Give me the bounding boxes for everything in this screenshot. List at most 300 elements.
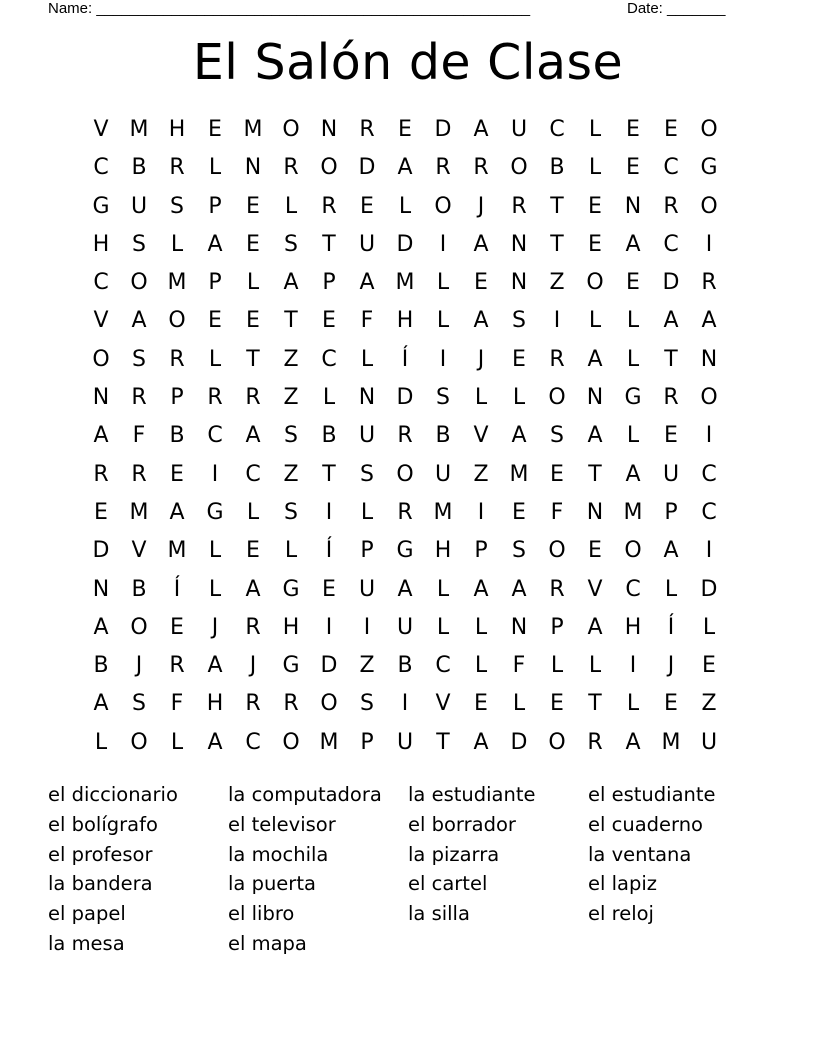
word-list-item: el cartel [408, 872, 488, 896]
grid-letter: D [662, 270, 680, 296]
grid-letter: E [626, 117, 640, 142]
grid-letter: O [396, 461, 414, 487]
grid-letter: S [132, 691, 146, 717]
grid-letter: M [433, 499, 453, 525]
grid-letter: T [550, 231, 564, 257]
grid-letter: S [360, 461, 374, 487]
grid-letter: E [588, 538, 602, 564]
grid-letter: C [663, 155, 679, 181]
grid-letter: N [510, 231, 528, 257]
grid-letter: I [211, 461, 219, 487]
grid-letter: E [170, 614, 184, 640]
grid-letter: I [705, 231, 713, 257]
word-list-item: el profesor [48, 842, 153, 866]
grid-letter: T [436, 729, 450, 755]
grid-letter: R [169, 155, 185, 181]
grid-letter: L [398, 193, 412, 219]
grid-letter: B [321, 423, 337, 449]
grid-letter: I [439, 346, 447, 372]
grid-letter: A [663, 308, 679, 334]
grid-letter: A [245, 576, 261, 602]
grid-letter: A [625, 461, 641, 487]
grid-letter: L [246, 270, 260, 296]
grid-letter: L [512, 691, 526, 717]
grid-letter: C [701, 499, 717, 525]
grid-letter: O [92, 346, 110, 372]
grid-letter: C [93, 155, 109, 181]
grid-letter: P [664, 499, 678, 525]
grid-letter: M [129, 117, 149, 142]
grid-letter: L [246, 499, 260, 525]
grid-letter: U [434, 461, 452, 487]
grid-letter: N [586, 499, 604, 525]
grid-letter: A [207, 653, 223, 679]
grid-letter: R [169, 346, 185, 372]
grid-letter: T [550, 193, 564, 219]
grid-letter: A [93, 691, 109, 717]
grid-letter: T [588, 461, 602, 487]
grid-letter: T [322, 231, 336, 257]
grid-row [82, 111, 728, 149]
grid-row [82, 379, 728, 417]
grid-letter: E [550, 461, 564, 487]
grid-letter: Z [283, 385, 299, 411]
grid-letter: E [626, 270, 640, 296]
grid-letter: T [664, 346, 678, 372]
grid-letter: Z [473, 461, 489, 487]
word-list-item: el diccionario [48, 783, 178, 806]
grid-letter: Í [667, 614, 675, 640]
grid-letter: I [553, 308, 561, 334]
word-list-item: la mochila [228, 842, 329, 866]
grid-letter: O [434, 193, 452, 219]
grid-row [82, 456, 728, 494]
grid-letter: R [245, 691, 261, 717]
grid-letter: E [664, 117, 678, 142]
grid-letter: T [588, 691, 602, 717]
grid-letter: E [664, 423, 678, 449]
grid-letter: L [208, 538, 222, 564]
grid-letter: B [169, 423, 185, 449]
grid-letter: B [131, 576, 147, 602]
grid-letter: E [474, 270, 488, 296]
grid-letter: E [94, 499, 108, 525]
grid-letter: M [167, 538, 187, 564]
grid-letter: D [510, 729, 528, 755]
grid-letter: O [624, 538, 642, 564]
grid-letter: L [208, 346, 222, 372]
grid-letter: V [131, 538, 147, 564]
grid-letter: N [92, 576, 110, 602]
grid-letter: E [360, 193, 374, 219]
grid-letter: Í [401, 346, 409, 372]
grid-letter: I [325, 614, 333, 640]
grid-letter: R [169, 653, 185, 679]
grid-letter: L [626, 346, 640, 372]
grid-letter: S [512, 538, 526, 564]
grid-letter: D [358, 155, 376, 181]
grid-letter: U [396, 614, 414, 640]
grid-letter: H [206, 691, 224, 717]
grid-letter: S [360, 691, 374, 717]
grid-letter: M [319, 729, 339, 755]
grid-letter: T [322, 461, 336, 487]
grid-letter: U [510, 117, 528, 142]
grid-letter: A [625, 729, 641, 755]
word-list-item: la mesa [48, 931, 125, 955]
grid-row [82, 341, 728, 379]
grid-letter: A [473, 231, 489, 257]
grid-letter: N [92, 385, 110, 411]
grid-letter: J [477, 193, 485, 219]
grid-letter: D [396, 231, 414, 257]
grid-row [82, 494, 728, 532]
grid-letter: E [170, 461, 184, 487]
grid-letter: S [436, 385, 450, 411]
grid-letter: M [129, 499, 149, 525]
grid-letter: N [624, 193, 642, 219]
word-list-item: el bolígrafo [48, 812, 158, 836]
grid-letter: D [320, 653, 338, 679]
grid-letter: Z [359, 653, 375, 679]
word-list-item: la ventana [588, 842, 692, 866]
grid-letter: A [473, 576, 489, 602]
grid-letter: H [92, 231, 110, 257]
grid-letter: E [322, 576, 336, 602]
grid-letter: J [477, 346, 485, 372]
grid-letter: B [131, 155, 147, 181]
grid-letter: O [700, 193, 718, 219]
grid-letter: A [397, 155, 413, 181]
grid-letter: G [624, 385, 642, 411]
grid-letter: J [211, 614, 219, 640]
grid-letter: U [358, 576, 376, 602]
grid-row [82, 302, 728, 340]
grid-letter: R [359, 117, 375, 142]
word-search-grid [82, 111, 728, 762]
grid-letter: R [245, 385, 261, 411]
word-list-item: el cuaderno [588, 812, 703, 836]
grid-letter: E [246, 193, 260, 219]
grid-letter: S [132, 231, 146, 257]
grid-letter: O [320, 691, 338, 717]
grid-letter: F [550, 499, 564, 525]
grid-letter: B [435, 423, 451, 449]
grid-letter: L [360, 499, 374, 525]
grid-letter: O [700, 117, 718, 142]
grid-row [82, 532, 728, 570]
grid-letter: R [397, 423, 413, 449]
grid-letter: P [170, 385, 184, 411]
word-list-item: el borrador [408, 812, 516, 836]
grid-letter: N [320, 117, 338, 142]
word-list-item: el papel [48, 902, 126, 926]
grid-letter: P [550, 614, 564, 640]
grid-letter: E [398, 117, 412, 142]
grid-row [82, 571, 728, 609]
grid-letter: E [474, 691, 488, 717]
grid-letter: S [550, 423, 564, 449]
grid-letter: M [243, 117, 263, 142]
grid-letter: E [512, 499, 526, 525]
grid-letter: D [434, 117, 452, 142]
grid-letter: J [249, 653, 257, 679]
grid-letter: P [208, 193, 222, 219]
grid-letter: N [510, 270, 528, 296]
grid-letter: N [510, 614, 528, 640]
grid-letter: C [625, 576, 641, 602]
word-list-item: el libro [228, 902, 295, 926]
grid-row [82, 609, 728, 647]
word-list-item: el mapa [228, 931, 307, 955]
grid-letter: G [282, 653, 300, 679]
grid-letter: H [624, 614, 642, 640]
grid-letter: R [701, 270, 717, 296]
grid-row [82, 188, 728, 226]
grid-letter: A [511, 423, 527, 449]
grid-letter: U [358, 423, 376, 449]
grid-letter: B [397, 653, 413, 679]
grid-letter: C [93, 270, 109, 296]
grid-letter: B [549, 155, 565, 181]
word-list-item: el reloj [588, 902, 654, 926]
grid-letter: M [509, 461, 529, 487]
grid-letter: S [512, 308, 526, 334]
grid-letter: I [325, 499, 333, 525]
grid-letter: C [435, 653, 451, 679]
grid-letter: G [396, 538, 414, 564]
grid-letter: L [588, 117, 602, 142]
word-list-item: el televisor [228, 812, 336, 836]
grid-letter: L [436, 614, 450, 640]
grid-letter: E [246, 231, 260, 257]
grid-letter: I [705, 423, 713, 449]
grid-letter: I [439, 231, 447, 257]
grid-row [82, 149, 728, 187]
grid-letter: O [510, 155, 528, 181]
grid-letter: L [588, 155, 602, 181]
grid-letter: E [550, 691, 564, 717]
word-list-item: la pizarra [408, 842, 500, 866]
grid-letter: O [130, 729, 148, 755]
grid-letter: O [548, 538, 566, 564]
grid-letter: A [587, 614, 603, 640]
grid-row [82, 226, 728, 264]
grid-letter: L [94, 729, 108, 755]
grid-letter: O [320, 155, 338, 181]
grid-letter: N [358, 385, 376, 411]
grid-letter: Z [701, 691, 717, 717]
grid-letter: N [586, 385, 604, 411]
grid-letter: G [282, 576, 300, 602]
grid-letter: D [92, 538, 110, 564]
grid-letter: L [436, 270, 450, 296]
grid-letter: Z [283, 346, 299, 372]
grid-row [82, 647, 728, 685]
grid-letter: E [702, 653, 716, 679]
grid-letter: S [284, 499, 298, 525]
grid-letter: C [701, 461, 717, 487]
grid-letter: R [549, 576, 565, 602]
grid-letter: C [321, 346, 337, 372]
grid-letter: I [363, 614, 371, 640]
grid-letter: P [474, 538, 488, 564]
grid-letter: C [207, 423, 223, 449]
grid-letter: O [282, 117, 300, 142]
word-list-item: la bandera [48, 872, 153, 896]
grid-letter: M [661, 729, 681, 755]
grid-row [82, 724, 728, 762]
grid-letter: D [700, 576, 718, 602]
grid-letter: T [246, 346, 260, 372]
grid-letter: R [587, 729, 603, 755]
grid-letter: L [170, 231, 184, 257]
grid-letter: Z [549, 270, 565, 296]
grid-letter: G [206, 499, 224, 525]
grid-letter: E [512, 346, 526, 372]
grid-letter: Í [325, 538, 333, 564]
grid-letter: L [322, 385, 336, 411]
grid-letter: L [512, 385, 526, 411]
grid-letter: R [663, 193, 679, 219]
grid-letter: L [702, 614, 716, 640]
grid-letter: O [548, 385, 566, 411]
grid-letter: L [436, 308, 450, 334]
grid-letter: J [135, 653, 143, 679]
grid-letter: R [131, 461, 147, 487]
grid-letter: G [700, 155, 718, 181]
grid-letter: S [170, 193, 184, 219]
grid-letter: I [477, 499, 485, 525]
grid-letter: E [208, 117, 222, 142]
grid-letter: O [130, 614, 148, 640]
grid-letter: R [321, 193, 337, 219]
date-line: Date: _______ [627, 0, 726, 17]
grid-letter: H [396, 308, 414, 334]
grid-letter: R [473, 155, 489, 181]
grid-row [82, 417, 728, 455]
grid-letter: A [93, 423, 109, 449]
grid-letter: V [93, 308, 109, 334]
grid-letter: I [629, 653, 637, 679]
grid-row [82, 264, 728, 302]
grid-letter: L [626, 691, 640, 717]
grid-letter: R [397, 499, 413, 525]
grid-letter: L [170, 729, 184, 755]
grid-letter: O [586, 270, 604, 296]
grid-letter: V [473, 423, 489, 449]
grid-letter: M [623, 499, 643, 525]
grid-letter: V [587, 576, 603, 602]
grid-letter: L [284, 538, 298, 564]
word-list [48, 780, 778, 959]
grid-letter: E [208, 308, 222, 334]
grid-letter: R [283, 691, 299, 717]
grid-letter: L [436, 576, 450, 602]
grid-letter: A [245, 423, 261, 449]
grid-letter: L [664, 576, 678, 602]
grid-letter: G [92, 193, 110, 219]
grid-letter: A [625, 231, 641, 257]
grid-letter: C [663, 231, 679, 257]
grid-letter: A [473, 729, 489, 755]
grid-letter: L [208, 576, 222, 602]
page-title: El Salón de Clase [192, 34, 624, 91]
grid-letter: E [246, 538, 260, 564]
grid-letter: U [130, 193, 148, 219]
grid-letter: O [168, 308, 186, 334]
word-list-item: la puerta [228, 872, 316, 896]
grid-letter: L [588, 653, 602, 679]
grid-letter: A [473, 117, 489, 142]
grid-letter: F [360, 308, 374, 334]
grid-letter: L [474, 614, 488, 640]
grid-letter: C [245, 461, 261, 487]
grid-letter: S [284, 423, 298, 449]
grid-letter: S [284, 231, 298, 257]
grid-letter: F [512, 653, 526, 679]
grid-letter: E [588, 231, 602, 257]
grid-letter: H [434, 538, 452, 564]
grid-letter: J [667, 653, 675, 679]
grid-letter: I [401, 691, 409, 717]
grid-letter: A [93, 614, 109, 640]
grid-letter: C [245, 729, 261, 755]
grid-letter: A [473, 308, 489, 334]
grid-letter: R [283, 155, 299, 181]
grid-letter: S [132, 346, 146, 372]
grid-letter: L [284, 193, 298, 219]
grid-letter: M [167, 270, 187, 296]
grid-letter: U [700, 729, 718, 755]
grid-letter: E [322, 308, 336, 334]
grid-letter: A [207, 231, 223, 257]
grid-letter: O [548, 729, 566, 755]
grid-letter: U [662, 461, 680, 487]
grid-letter: A [397, 576, 413, 602]
grid-letter: M [395, 270, 415, 296]
grid-letter: L [360, 346, 374, 372]
grid-letter: A [131, 308, 147, 334]
grid-letter: R [93, 461, 109, 487]
grid-letter: E [626, 155, 640, 181]
grid-row [82, 685, 728, 723]
grid-letter: L [474, 653, 488, 679]
grid-letter: U [358, 231, 376, 257]
name-line: Name: ____________________________________________________ [48, 0, 531, 17]
grid-letter: Í [173, 576, 181, 602]
grid-letter: A [663, 538, 679, 564]
grid-letter: L [626, 308, 640, 334]
grid-letter: B [93, 653, 109, 679]
grid-letter: V [435, 691, 451, 717]
word-list-item: el lapiz [588, 872, 658, 896]
grid-letter: P [322, 270, 336, 296]
grid-letter: F [132, 423, 146, 449]
grid-letter: P [208, 270, 222, 296]
word-list-item: la computadora [228, 783, 382, 806]
grid-letter: E [246, 308, 260, 334]
grid-letter: N [244, 155, 262, 181]
grid-letter: R [435, 155, 451, 181]
grid-letter: E [588, 193, 602, 219]
grid-letter: A [169, 499, 185, 525]
grid-letter: L [474, 385, 488, 411]
grid-letter: L [550, 653, 564, 679]
grid-letter: D [396, 385, 414, 411]
grid-letter: E [664, 691, 678, 717]
grid-letter: H [282, 614, 300, 640]
